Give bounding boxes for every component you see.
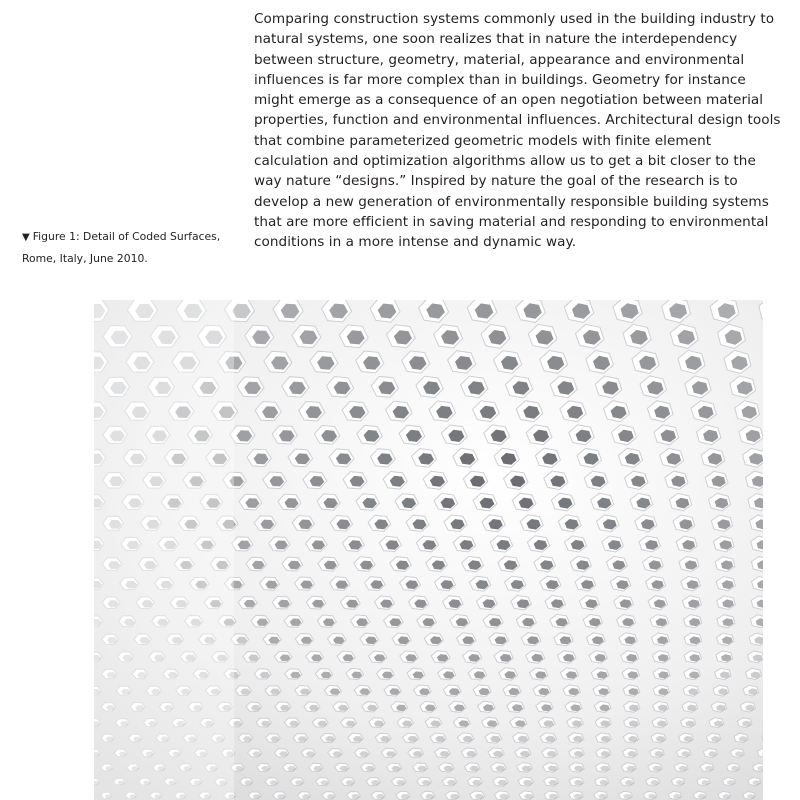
figure-caption <box>22 227 237 269</box>
body-paragraph: Comparing construction systems commonly used in the building industry to natural systems, one soon realizes that in nature the interdependency between structure, geometry, material, appearance and environmental influences is far more complex than in buildings. Geometry for instance might emerge as a consequence of an open negotiation between material properties, function and environmental influences. Architectural design tools that combine parameterized geometric models with finite element calculation and optimization algorithms allow us to get a bit closer to the way nature “designs.” Inspired by nature the goal of the research is to develop a new generation of environmentally responsible building systems that are more efficient in saving material and responding to environmental conditions in a more intense and dynamic way. <box>254 11 781 251</box>
figure-caption-text: Figure 1: Detail of Coded Surfaces, Rome, Italy, June 2010. <box>22 230 221 265</box>
photo-left-haze <box>94 300 234 800</box>
caption-marker-icon: ▼ <box>22 232 30 243</box>
coded-surfaces-photo <box>94 300 763 800</box>
honeycomb-surface-image <box>94 300 763 800</box>
